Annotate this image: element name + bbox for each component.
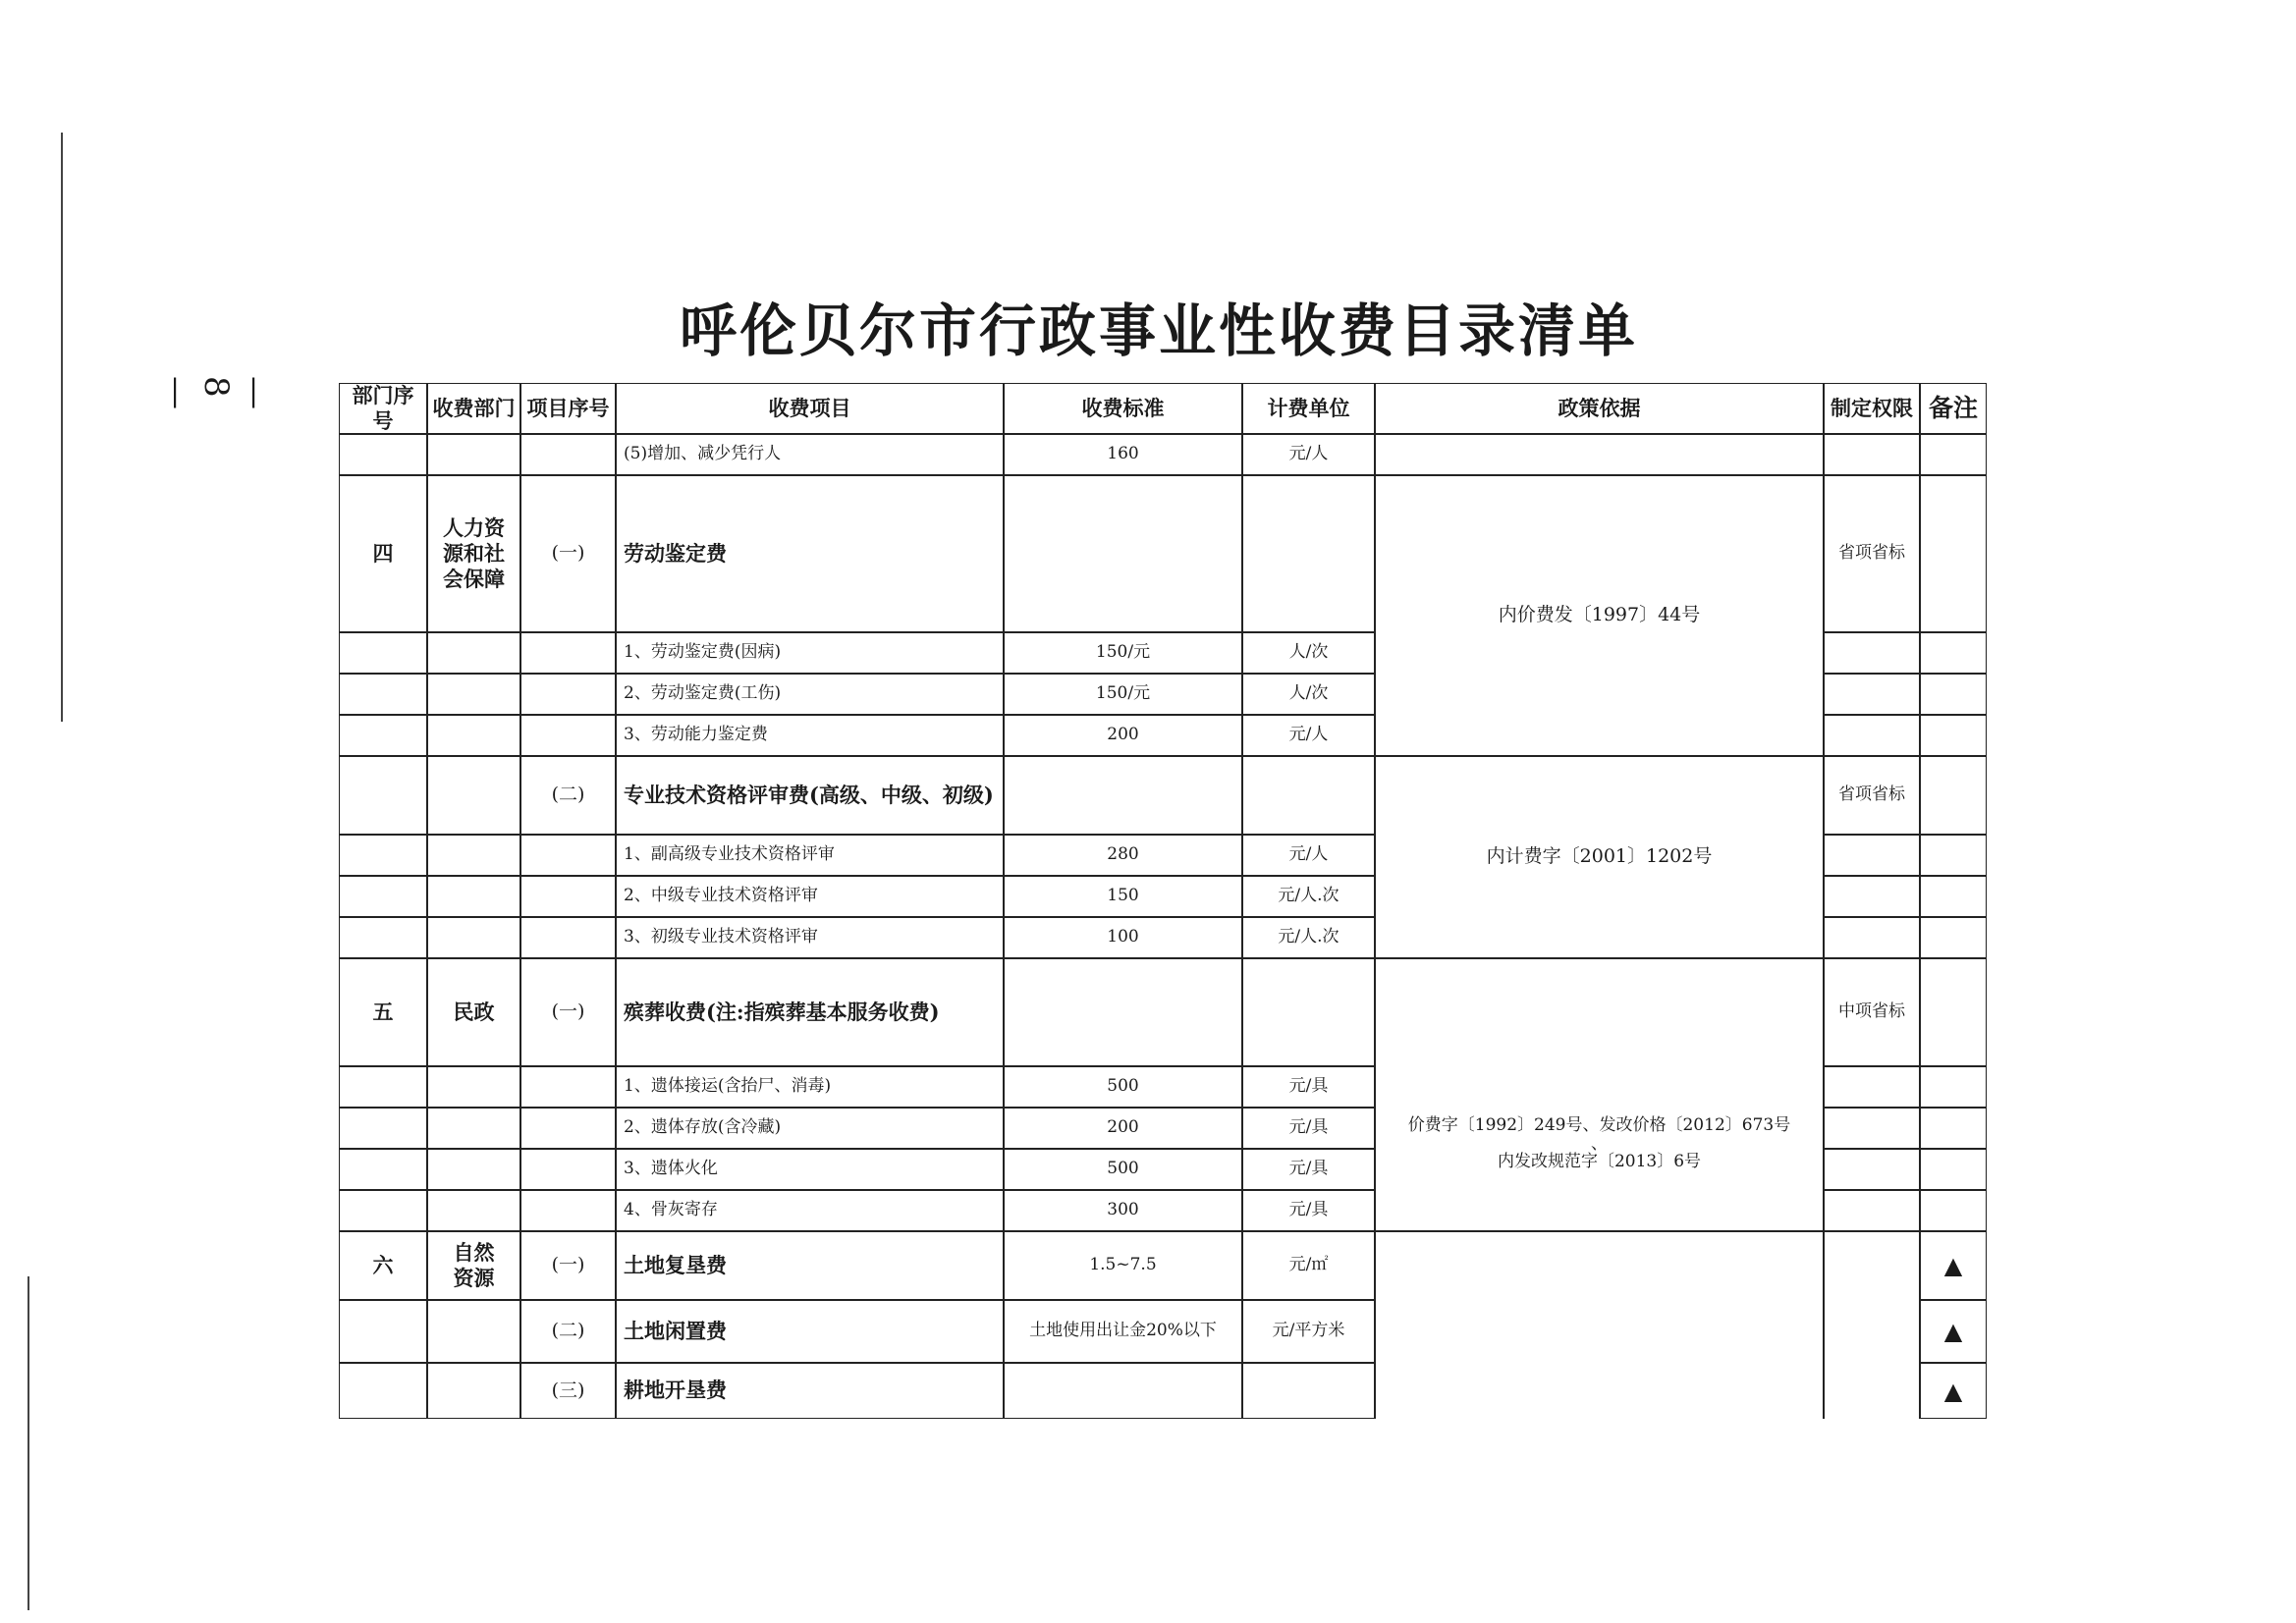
table-row-unit: 元/人 <box>1288 725 1329 745</box>
item-idle-land-fee: 土地闲置费 <box>624 1318 727 1343</box>
document-title: 呼伦贝尔市行政事业性收费目录清单 <box>679 298 1638 364</box>
table-row-item: (5)增加、减少凭行人 <box>624 444 782 464</box>
table-row-unit: 元/人 <box>1288 444 1329 464</box>
table-row-unit: 元/㎡ <box>1288 1255 1329 1275</box>
header-standard: 收费标准 <box>1081 395 1165 420</box>
table-row-unit: 元/具 <box>1288 1076 1329 1097</box>
table-row-item: 3、劳动能力鉴定费 <box>624 725 768 745</box>
page-number: —8— <box>157 376 275 411</box>
header-dept: 收费部门 <box>432 395 516 420</box>
remark-triangle-icon: ▲ <box>1943 1377 1963 1405</box>
header-dept-no: 部门序号 <box>352 382 414 433</box>
policy-basis-funeral-line2: 内发改规范字〔2013〕6号 <box>1497 1152 1702 1172</box>
item-land-reclamation-fee: 土地复垦费 <box>624 1252 727 1277</box>
authority-professional: 省项省标 <box>1838 784 1905 805</box>
policy-basis-professional: 内计费字〔2001〕1202号 <box>1486 845 1713 868</box>
table-row-standard: 1.5~7.5 <box>1089 1255 1157 1275</box>
policy-basis-labor: 内价费发〔1997〕44号 <box>1498 604 1701 626</box>
table-row-item: 4、骨灰寄存 <box>624 1200 718 1220</box>
table-row-item: 3、遗体火化 <box>624 1159 718 1179</box>
item-no: (二) <box>551 784 585 806</box>
table-row-item: 1、遗体接运(含抬尸、消毒) <box>624 1076 832 1097</box>
table-row-standard: 150 <box>1107 886 1139 906</box>
authority-funeral: 中项省标 <box>1838 1001 1905 1022</box>
table-row-unit: 元/人 <box>1288 844 1329 865</box>
dept-civil-affairs: 民政 <box>453 999 495 1024</box>
policy-basis-funeral-sep: 、 <box>1591 1133 1608 1154</box>
table-row-item: 2、劳动鉴定费(工伤) <box>624 683 782 704</box>
dept-natural-resources: 自然资源 <box>453 1239 495 1290</box>
table-row-unit: 人/次 <box>1288 642 1329 663</box>
table-row-standard: 200 <box>1107 725 1139 745</box>
table-row-standard: 150/元 <box>1095 683 1151 704</box>
dept-hr-social-security: 人力资源和社会保障 <box>443 514 505 592</box>
policy-basis-funeral-line1: 价费字〔1992〕249号、发改价格〔2012〕673号 <box>1407 1114 1791 1135</box>
table-row-standard: 160 <box>1107 444 1139 464</box>
header-basis: 政策依据 <box>1558 395 1641 420</box>
item-no: (二) <box>551 1320 585 1342</box>
header-item: 收费项目 <box>768 395 851 420</box>
table-row-unit: 元/人.次 <box>1278 927 1339 947</box>
header-item-no: 项目序号 <box>526 395 610 420</box>
item-funeral-fee: 殡葬收费(注:指殡葬基本服务收费) <box>624 999 940 1024</box>
table-row-unit: 元/具 <box>1288 1159 1329 1179</box>
item-no: (三) <box>551 1379 585 1401</box>
item-no: (一) <box>551 1254 585 1276</box>
table-row-standard: 500 <box>1107 1159 1139 1179</box>
table-row-unit: 元/具 <box>1288 1117 1329 1138</box>
table-row-unit: 元/人.次 <box>1278 886 1339 906</box>
binding-margin-line-lower <box>27 1276 29 1610</box>
policy-basis-funeral <box>1375 958 1824 1231</box>
table-row-item: 1、劳动鉴定费(因病) <box>624 642 782 663</box>
item-farmland-reclamation-fee: 耕地开垦费 <box>624 1378 727 1403</box>
table-row-standard: 150/元 <box>1095 642 1151 663</box>
authority-labor: 省项省标 <box>1838 543 1905 564</box>
dept-no-four: 四 <box>372 540 394 566</box>
table-row-unit: 元/具 <box>1288 1200 1329 1220</box>
table-row-standard: 土地使用出让金20%以下 <box>1029 1321 1217 1341</box>
table-row-standard: 500 <box>1107 1076 1139 1097</box>
binding-margin-line <box>61 133 63 722</box>
header-authority: 制定权限 <box>1831 395 1913 420</box>
table-row-standard: 280 <box>1107 844 1139 865</box>
table-row-item: 2、中级专业技术资格评审 <box>624 886 818 906</box>
header-remark: 备注 <box>1928 394 1978 423</box>
dept-no-six: 六 <box>372 1252 394 1277</box>
table-row-standard: 100 <box>1107 927 1139 947</box>
fee-catalog-table <box>339 383 1987 1419</box>
header-unit: 计费单位 <box>1267 395 1350 420</box>
dept-no-five: 五 <box>372 999 394 1024</box>
table-row-unit: 元/平方米 <box>1272 1321 1345 1341</box>
table-row-item: 3、初级专业技术资格评审 <box>624 927 818 947</box>
item-labor-appraisal-fee: 劳动鉴定费 <box>624 540 727 566</box>
table-row-standard: 200 <box>1107 1117 1139 1138</box>
item-no: (一) <box>551 542 585 565</box>
remark-triangle-icon: ▲ <box>1943 1318 1963 1345</box>
table-row-item: 2、遗体存放(含冷藏) <box>624 1117 782 1138</box>
remark-triangle-icon: ▲ <box>1943 1252 1963 1279</box>
table-row-standard: 300 <box>1107 1200 1139 1220</box>
table-row-unit: 人/次 <box>1288 683 1329 704</box>
item-no: (一) <box>551 1001 585 1023</box>
item-professional-qualification-fee: 专业技术资格评审费(高级、中级、初级) <box>624 782 994 807</box>
table-row-item: 1、副高级专业技术资格评审 <box>624 844 835 865</box>
